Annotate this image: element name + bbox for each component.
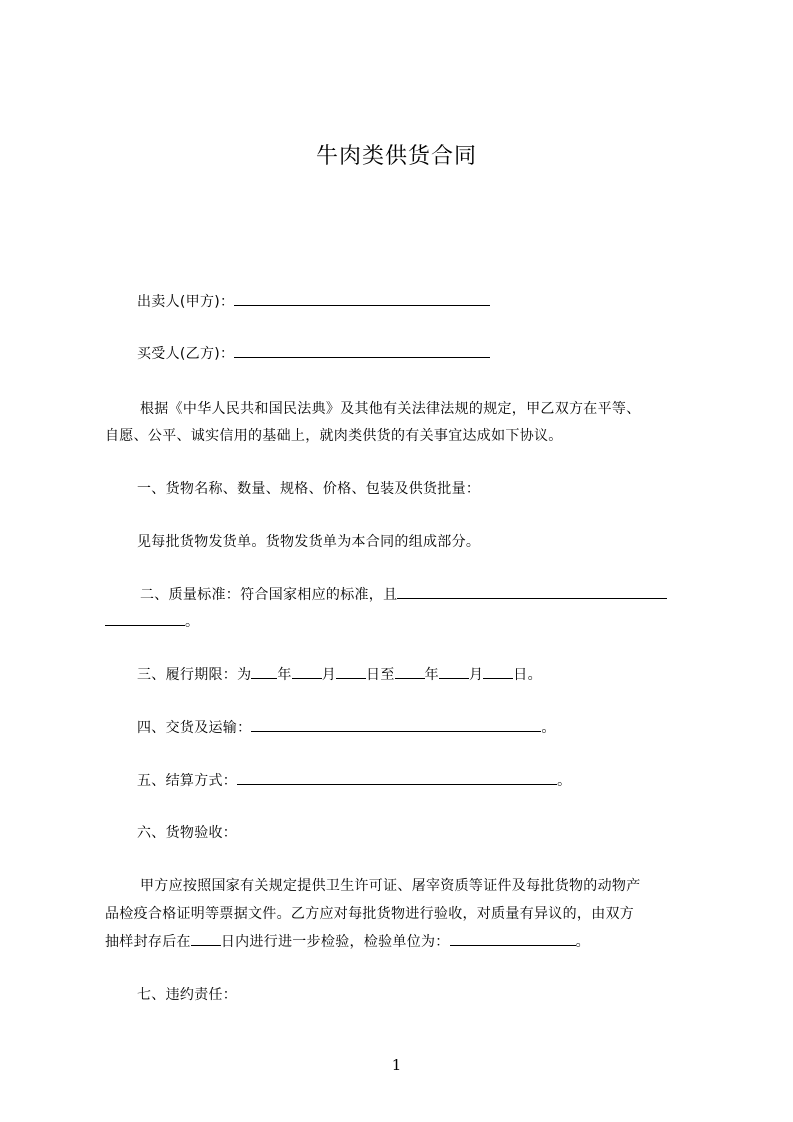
section-5-blank — [237, 770, 557, 785]
section-2-blank-cont — [105, 611, 185, 626]
year-text: 年 — [277, 667, 292, 683]
preamble-line-2: 自愿、公平、诚实信用的基础上，就肉类供货的有关事宜达成如下协议。 — [105, 428, 563, 444]
seller-line — [137, 291, 490, 312]
day-to-text: 日至 — [366, 667, 395, 683]
page-number: 1 — [391, 1056, 402, 1074]
year-text: 年 — [424, 667, 439, 683]
end-year-blank — [395, 664, 425, 679]
buyer-line — [137, 343, 490, 364]
section-5-label: 五、结算方式： — [137, 773, 238, 789]
section-6-line-1: 甲方应按照国家有关规定提供卫生许可证、屠宰资质等证件及每批货物的动物产 — [140, 878, 641, 894]
section-2-continuation — [105, 611, 199, 632]
section-2-blank — [397, 584, 667, 599]
section-6-line-3-b: 日内进行进一步检验，检验单位为： — [220, 934, 450, 950]
seller-label: 出卖人(甲方)： — [137, 294, 235, 310]
start-year-blank — [251, 664, 277, 679]
preamble-line-1: 根据《中华人民共和国民法典》及其他有关法律法规的规定，甲乙双方在平等、 — [140, 401, 641, 417]
buyer-blank — [234, 343, 490, 358]
section-7-heading: 七、违约责任： — [137, 987, 238, 1003]
section-6-line-3 — [105, 931, 590, 952]
start-day-blank — [336, 664, 366, 679]
section-4-end: 。 — [541, 720, 556, 736]
section-5-line — [137, 770, 571, 791]
seller-blank — [234, 291, 490, 306]
section-6-line-3-a: 抽样封存后在 — [105, 934, 191, 950]
inspection-days-blank — [191, 931, 221, 946]
section-2-line — [140, 584, 667, 605]
end-day-blank — [483, 664, 513, 679]
section-2-text: 二、质量标准：符合国家相应的标准，且 — [140, 587, 398, 603]
section-4-blank — [251, 717, 541, 732]
section-1-heading: 一、货物名称、数量、规格、价格、包装及供货批量： — [137, 481, 481, 497]
month-text: 月 — [321, 667, 337, 683]
section-3-label: 三、履行期限：为 — [137, 667, 252, 683]
section-6-line-3-end: 。 — [575, 934, 590, 950]
document-title: 牛肉类供货合同 — [315, 144, 477, 169]
buyer-label: 买受人(乙方)： — [137, 346, 235, 362]
month-text: 月 — [468, 667, 484, 683]
section-3-line — [137, 664, 542, 685]
section-5-end: 。 — [557, 773, 572, 789]
inspection-unit-blank — [450, 931, 576, 946]
section-6-heading: 六、货物验收： — [137, 825, 238, 841]
end-month-blank — [439, 664, 469, 679]
section-4-label: 四、交货及运输： — [137, 720, 252, 736]
day-end-text: 日。 — [513, 667, 542, 683]
section-6-line-2: 品检疫合格证明等票据文件。乙方应对每批货物进行验收，对质量有异议的，由双方 — [105, 906, 635, 922]
section-4-line — [137, 717, 556, 738]
start-month-blank — [292, 664, 322, 679]
section-2-end: 。 — [185, 614, 200, 630]
section-1-body: 见每批货物发货单。货物发货单为本合同的组成部分。 — [137, 534, 481, 550]
